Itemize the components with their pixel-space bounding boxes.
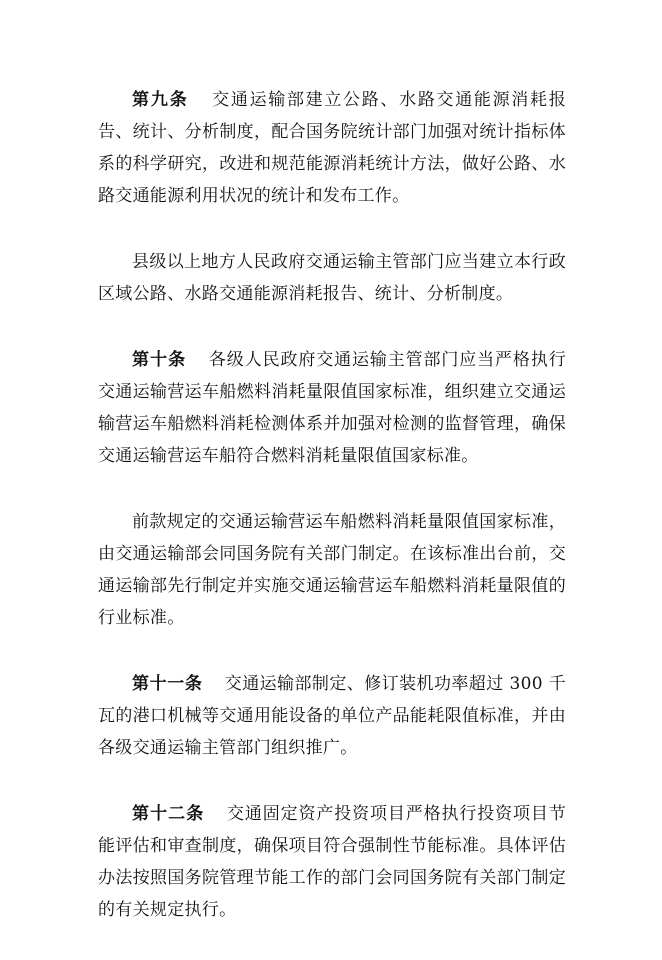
article-heading-12: 第十二条: [132, 804, 205, 824]
paragraph-text-10: 各级人民政府交通运输主管部门应当严格执行交通运输营运车船燃料消耗量限值国家标准，组织建立交通运输营运车船燃料消耗检测体系并加强对检测的监督管理，确保交通运输营运车船符合燃料消耗量限值国家标准。: [98, 350, 567, 466]
paragraph-text-11: 交通运输部制定、修订装机功率超过 300 千瓦的港口机械等交通用能设备的单位产品能耗限值标准，并由各级交通运输主管部门组织推广。: [98, 674, 566, 758]
paragraph-article-9: [98, 84, 566, 212]
paragraph-text-10-sub: 前款规定的交通运输营运车船燃料消耗量限值国家标准，由交通运输部会同国务院有关部门制定。在该标准出台前，交通运输部先行制定并实施交通运输营运车船燃料消耗量限值的行业标准。: [98, 512, 566, 628]
paragraph-text-9: 交通运输部建立公路、水路交通能源消耗报告、统计、分析制度，配合国务院统计部门加强对统计指标体系的科学研究，改进和规范能源消耗统计方法，做好公路、水路交通能源利用状况的统计和发布工作。: [98, 90, 566, 206]
article-heading-9: 第九条: [132, 90, 189, 110]
paragraph-article-10: [98, 344, 566, 472]
paragraph-article-10-sub: [98, 506, 566, 634]
paragraph-article-11: [98, 668, 566, 764]
paragraph-article-12: [98, 798, 566, 926]
paragraph-article-9-sub: [98, 246, 566, 310]
article-heading-10: 第十条: [132, 350, 187, 370]
article-heading-11: 第十一条: [132, 674, 203, 694]
paragraph-text-9-sub: 县级以上地方人民政府交通运输主管部门应当建立本行政区域公路、水路交通能源消耗报告、统计、分析制度。: [98, 252, 566, 304]
document-body: [98, 84, 566, 960]
paragraph-text-12: 交通固定资产投资项目严格执行投资项目节能评估和审查制度，确保项目符合强制性节能标准。具体评估办法按照国务院管理节能工作的部门会同国务院有关部门制定的有关规定执行。: [98, 804, 566, 920]
